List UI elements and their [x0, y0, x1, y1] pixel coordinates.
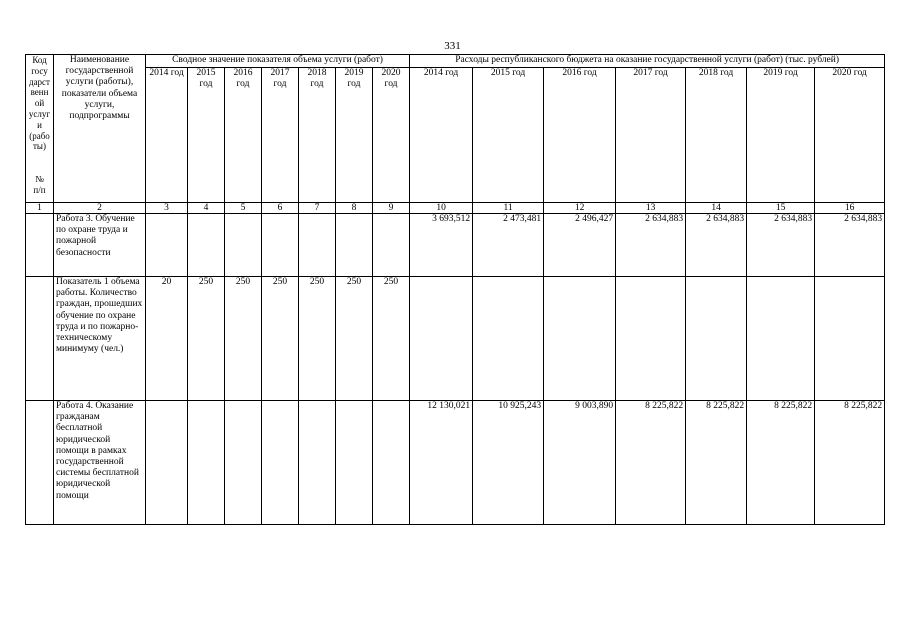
row-code	[26, 277, 54, 401]
header-volume-year: 2014 год	[146, 68, 188, 203]
volume-cell: 250	[373, 277, 410, 401]
header-volume-year: 2020 год	[373, 68, 410, 203]
column-number: 11	[473, 203, 544, 214]
header-years-row	[26, 68, 885, 203]
volume-cell	[373, 214, 410, 277]
volume-cell	[299, 214, 336, 277]
column-number: 9	[373, 203, 410, 214]
column-number: 2	[54, 203, 146, 214]
page-number: 331	[444, 40, 461, 52]
expense-cell	[616, 277, 686, 401]
volume-cell: 250	[262, 277, 299, 401]
volume-cell: 250	[225, 277, 262, 401]
column-number: 13	[616, 203, 686, 214]
table-row	[26, 277, 885, 401]
expense-cell	[747, 277, 815, 401]
table-row	[26, 214, 885, 277]
expense-cell: 8 225,822	[747, 401, 815, 525]
column-number: 7	[299, 203, 336, 214]
expense-cell: 12 130,021	[410, 401, 473, 525]
expense-cell: 2 634,883	[747, 214, 815, 277]
table-row	[26, 401, 885, 525]
header-expense-year: 2015 год	[473, 68, 544, 203]
column-number: 5	[225, 203, 262, 214]
column-number: 12	[544, 203, 616, 214]
expense-cell	[473, 277, 544, 401]
column-number: 3	[146, 203, 188, 214]
expense-cell: 2 634,883	[616, 214, 686, 277]
volume-cell	[188, 214, 225, 277]
volume-cell: 250	[188, 277, 225, 401]
expense-cell: 2 496,427	[544, 214, 616, 277]
row-name: Работа 3. Обучение по охране труда и пожарной безопасности	[54, 214, 146, 277]
volume-cell	[146, 214, 188, 277]
column-number: 14	[686, 203, 747, 214]
row-name: Показатель 1 объема работы. Количество граждан, прошедших обучение по охране труда и по пожарно-техническому минимуму (чел.)	[54, 277, 146, 401]
column-number: 6	[262, 203, 299, 214]
header-code: Код госу дарст венн ой услуг и (рабо ты) № п/п	[26, 55, 54, 203]
column-number: 16	[815, 203, 885, 214]
header-volume-group: Сводное значение показателя объема услуги (работ)	[146, 55, 410, 68]
volume-cell: 20	[146, 277, 188, 401]
expense-cell: 8 225,822	[616, 401, 686, 525]
header-expense-year: 2019 год	[747, 68, 815, 203]
expense-cell: 8 225,822	[686, 401, 747, 525]
header-expense-year: 2014 год	[410, 68, 473, 203]
header-expense-year: 2018 год	[686, 68, 747, 203]
volume-cell: 250	[336, 277, 373, 401]
volume-cell	[225, 214, 262, 277]
row-code	[26, 214, 54, 277]
header-expense-year: 2017 год	[616, 68, 686, 203]
volume-cell	[262, 214, 299, 277]
header-volume-year: 2017 год	[262, 68, 299, 203]
expense-cell: 8 225,822	[815, 401, 885, 525]
header-expense-year: 2020 год	[815, 68, 885, 203]
header-expense-group: Расходы республиканского бюджета на оказание государственной услуги (работ) (тыс. рублей)	[410, 55, 885, 68]
volume-cell	[336, 401, 373, 525]
expense-cell: 10 925,243	[473, 401, 544, 525]
expense-cell	[544, 277, 616, 401]
expense-cell: 3 693,512	[410, 214, 473, 277]
expense-cell	[686, 277, 747, 401]
header-name: Наименование государственной услуги (работы), показатели объема услуги, подпрограммы	[54, 55, 146, 203]
volume-cell	[262, 401, 299, 525]
volume-cell	[299, 401, 336, 525]
expense-cell	[815, 277, 885, 401]
expense-cell: 2 473,481	[473, 214, 544, 277]
expense-cell	[410, 277, 473, 401]
volume-cell	[373, 401, 410, 525]
header-volume-year: 2016 год	[225, 68, 262, 203]
volume-cell	[188, 401, 225, 525]
header-volume-year: 2019 год	[336, 68, 373, 203]
volume-cell	[336, 214, 373, 277]
column-number: 4	[188, 203, 225, 214]
expense-cell: 2 634,883	[815, 214, 885, 277]
header-expense-year: 2016 год	[544, 68, 616, 203]
column-number-row	[26, 203, 885, 214]
header-group-row	[26, 55, 885, 68]
budget-table	[25, 54, 885, 525]
volume-cell	[225, 401, 262, 525]
column-number: 1	[26, 203, 54, 214]
column-number: 8	[336, 203, 373, 214]
header-volume-year: 2015 год	[188, 68, 225, 203]
header-volume-year: 2018 год	[299, 68, 336, 203]
row-name: Работа 4. Оказание гражданам бесплатной юридической помощи в рамках государственной системы бесплатной юридической помощи	[54, 401, 146, 525]
column-number: 15	[747, 203, 815, 214]
expense-cell: 9 003,890	[544, 401, 616, 525]
volume-cell: 250	[299, 277, 336, 401]
column-number: 10	[410, 203, 473, 214]
row-code	[26, 401, 54, 525]
expense-cell: 2 634,883	[686, 214, 747, 277]
volume-cell	[146, 401, 188, 525]
